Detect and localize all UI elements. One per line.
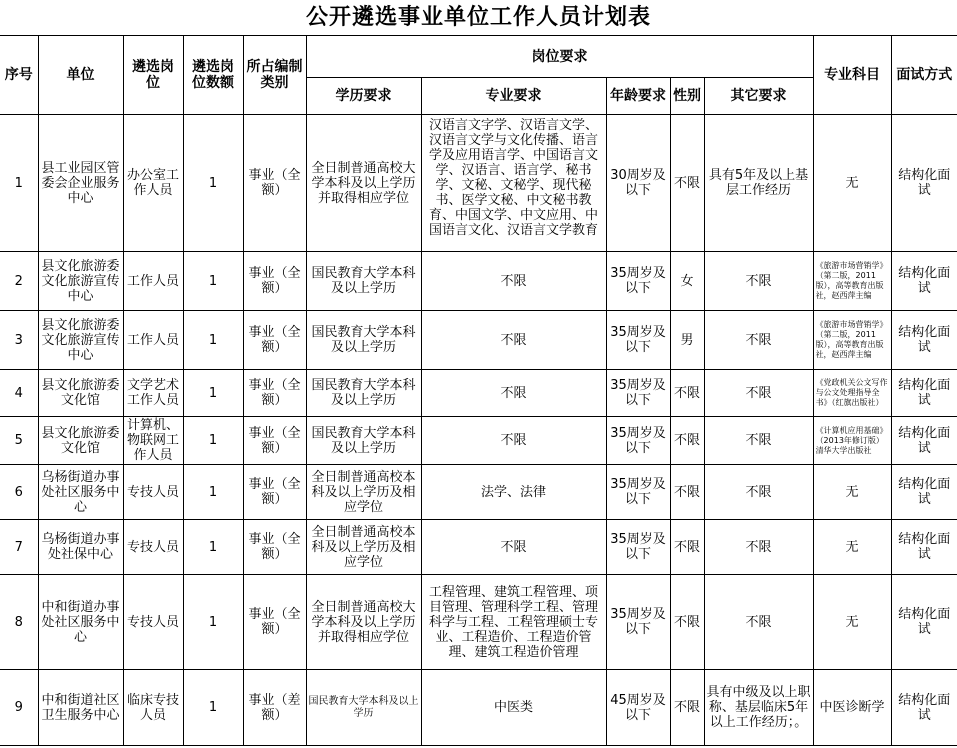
cell-interview: 结构化面试 [891, 417, 957, 465]
cell-other: 不限 [704, 417, 813, 465]
cell-seq: 1 [0, 115, 38, 252]
cell-age: 45周岁及以下 [606, 670, 670, 746]
cell-other: 不限 [704, 311, 813, 370]
cell-gender: 不限 [670, 417, 704, 465]
cell-age: 35周岁及以下 [606, 575, 670, 670]
cell-staff-type: 事业（全额） [243, 252, 306, 311]
cell-staff-type: 事业（全额） [243, 311, 306, 370]
cell-other: 不限 [704, 465, 813, 520]
header-staff-type: 所占编制类别 [243, 36, 306, 115]
cell-subject: 《旅游市场营销学》（第二版，2011版），高等教育出版社，赵西萍主编 [813, 252, 891, 311]
cell-age: 35周岁及以下 [606, 417, 670, 465]
cell-position: 文学艺术工作人员 [123, 370, 183, 417]
table-row [0, 417, 957, 465]
cell-staff-type: 事业（全额） [243, 417, 306, 465]
cell-education: 国民教育大学本科及以上学历 [306, 252, 421, 311]
cell-position: 办公室工作人员 [123, 115, 183, 252]
cell-education: 全日制普通高校本科及以上学历及相应学位 [306, 520, 421, 575]
cell-unit: 县文化旅游委文化旅游宣传中心 [38, 311, 123, 370]
cell-unit: 中和街道社区卫生服务中心 [38, 670, 123, 746]
cell-staff-type: 事业（全额） [243, 370, 306, 417]
cell-other: 具有中级及以上职称、基层临床5年以上工作经历；。 [704, 670, 813, 746]
cell-position: 专技人员 [123, 575, 183, 670]
cell-age: 35周岁及以下 [606, 465, 670, 520]
cell-subject: 无 [813, 115, 891, 252]
header-count: 遴选岗位数额 [183, 36, 243, 115]
cell-count: 1 [183, 670, 243, 746]
cell-age: 35周岁及以下 [606, 252, 670, 311]
cell-unit: 县文化旅游委文化馆 [38, 417, 123, 465]
cell-subject: 《计算机应用基础》（2013年修订版）清华大学出版社 [813, 417, 891, 465]
major-text: 汉语言文字学、汉语言文学、汉语言文学与文化传播、语言学及应用语言学、中国语言文学、汉语言、语言学、秘书学、文秘、文秘学、现代秘书、医学文秘、中文秘书教育、中国文学、中文应用、中国语言文化、汉语言文学教育 [428, 118, 598, 238]
cell-seq: 3 [0, 311, 38, 370]
cell-education: 国民教育大学本科及以上学历 [306, 370, 421, 417]
header-subject: 专业科目 [813, 36, 891, 115]
cell-interview: 结构化面试 [891, 311, 957, 370]
cell-seq: 5 [0, 417, 38, 465]
cell-major: 不限 [421, 520, 606, 575]
header-interview: 面试方式 [891, 36, 957, 115]
cell-gender: 女 [670, 252, 704, 311]
header-age: 年龄要求 [606, 78, 670, 115]
cell-age: 35周岁及以下 [606, 311, 670, 370]
cell-other: 具有5年及以上基层工作经历 [704, 115, 813, 252]
table-row [0, 252, 957, 311]
cell-age: 35周岁及以下 [606, 370, 670, 417]
header-gender: 性别 [670, 78, 704, 115]
cell-count: 1 [183, 465, 243, 520]
table-row [0, 370, 957, 417]
cell-other: 不限 [704, 252, 813, 311]
table-row [0, 465, 957, 520]
header-position: 遴选岗位 [123, 36, 183, 115]
cell-major: 不限 [421, 311, 606, 370]
cell-major: 不限 [421, 252, 606, 311]
cell-subject: 无 [813, 465, 891, 520]
cell-seq: 7 [0, 520, 38, 575]
cell-unit: 乌杨街道办事处社区服务中心 [38, 465, 123, 520]
cell-seq: 6 [0, 465, 38, 520]
cell-staff-type: 事业（全额） [243, 115, 306, 252]
table-row [0, 115, 957, 252]
cell-gender: 不限 [670, 520, 704, 575]
cell-age: 30周岁及以下 [606, 115, 670, 252]
header-unit: 单位 [38, 36, 123, 115]
cell-education: 国民教育大学本科及以上学历 [306, 417, 421, 465]
cell-count: 1 [183, 252, 243, 311]
cell-position: 计算机、物联网工作人员 [123, 417, 183, 465]
cell-gender: 不限 [670, 115, 704, 252]
cell-count: 1 [183, 520, 243, 575]
cell-gender: 不限 [670, 575, 704, 670]
cell-subject: 无 [813, 520, 891, 575]
cell-interview: 结构化面试 [891, 575, 957, 670]
cell-position: 专技人员 [123, 465, 183, 520]
cell-other: 不限 [704, 520, 813, 575]
cell-education: 全日制普通高校大学本科及以上学历并取得相应学位 [306, 575, 421, 670]
header-education: 学历要求 [306, 78, 421, 115]
cell-unit: 县文化旅游委文化旅游宣传中心 [38, 252, 123, 311]
cell-seq: 4 [0, 370, 38, 417]
table-row [0, 520, 957, 575]
cell-major: 中医类 [421, 670, 606, 746]
cell-position: 工作人员 [123, 252, 183, 311]
cell-staff-type: 事业（全额） [243, 465, 306, 520]
cell-position: 临床专技人员 [123, 670, 183, 746]
cell-interview: 结构化面试 [891, 465, 957, 520]
cell-interview: 结构化面试 [891, 370, 957, 417]
cell-gender: 不限 [670, 670, 704, 746]
table-row [0, 311, 957, 370]
cell-major: 法学、法律 [421, 465, 606, 520]
cell-subject: 《旅游市场营销学》（第二版，2011版），高等教育出版社，赵西萍主编 [813, 311, 891, 370]
cell-interview: 结构化面试 [891, 670, 957, 746]
cell-seq: 2 [0, 252, 38, 311]
cell-subject: 《党政机关公文写作与公文处理指导全书》（红旗出版社） [813, 370, 891, 417]
cell-education: 全日制普通高校大学本科及以上学历并取得相应学位 [306, 115, 421, 252]
cell-staff-type: 事业（全额） [243, 575, 306, 670]
cell-education: 国民教育大学本科及以上学历 [306, 670, 421, 746]
cell-gender: 不限 [670, 465, 704, 520]
cell-count: 1 [183, 311, 243, 370]
cell-other: 不限 [704, 575, 813, 670]
cell-education: 国民教育大学本科及以上学历 [306, 311, 421, 370]
cell-staff-type: 事业（全额） [243, 520, 306, 575]
header-seq: 序号 [0, 36, 38, 115]
cell-gender: 男 [670, 311, 704, 370]
header-major: 专业要求 [421, 78, 606, 115]
header-requirements: 岗位要求 [306, 36, 813, 78]
cell-major: 不限 [421, 370, 606, 417]
cell-count: 1 [183, 115, 243, 252]
cell-seq: 9 [0, 670, 38, 746]
cell-subject: 无 [813, 575, 891, 670]
cell-major: 不限 [421, 417, 606, 465]
cell-position: 专技人员 [123, 520, 183, 575]
cell-age: 35周岁及以下 [606, 520, 670, 575]
cell-subject: 中医诊断学 [813, 670, 891, 746]
cell-interview: 结构化面试 [891, 252, 957, 311]
cell-interview: 结构化面试 [891, 115, 957, 252]
cell-other: 不限 [704, 370, 813, 417]
cell-major [421, 115, 606, 252]
cell-unit: 乌杨街道办事处社保中心 [38, 520, 123, 575]
cell-count: 1 [183, 370, 243, 417]
cell-gender: 不限 [670, 370, 704, 417]
table-row [0, 575, 957, 670]
header-other: 其它要求 [704, 78, 813, 115]
page-title: 公开遴选事业单位工作人员计划表 [305, 4, 651, 30]
cell-count: 1 [183, 575, 243, 670]
cell-unit: 中和街道办事处社区服务中心 [38, 575, 123, 670]
table-row [0, 670, 957, 746]
recruitment-table [0, 35, 957, 746]
cell-seq: 8 [0, 575, 38, 670]
cell-unit: 县文化旅游委文化馆 [38, 370, 123, 417]
cell-unit: 县工业园区管委会企业服务中心 [38, 115, 123, 252]
cell-count: 1 [183, 417, 243, 465]
cell-major: 工程管理、建筑工程管理、项目管理、管理科学工程、管理科学与工程、工程管理硕士专业、工程造价、工程造价管理、建筑工程造价管理 [421, 575, 606, 670]
cell-education: 全日制普通高校本科及以上学历及相应学位 [306, 465, 421, 520]
cell-position: 工作人员 [123, 311, 183, 370]
cell-staff-type: 事业（差额） [243, 670, 306, 746]
cell-interview: 结构化面试 [891, 520, 957, 575]
